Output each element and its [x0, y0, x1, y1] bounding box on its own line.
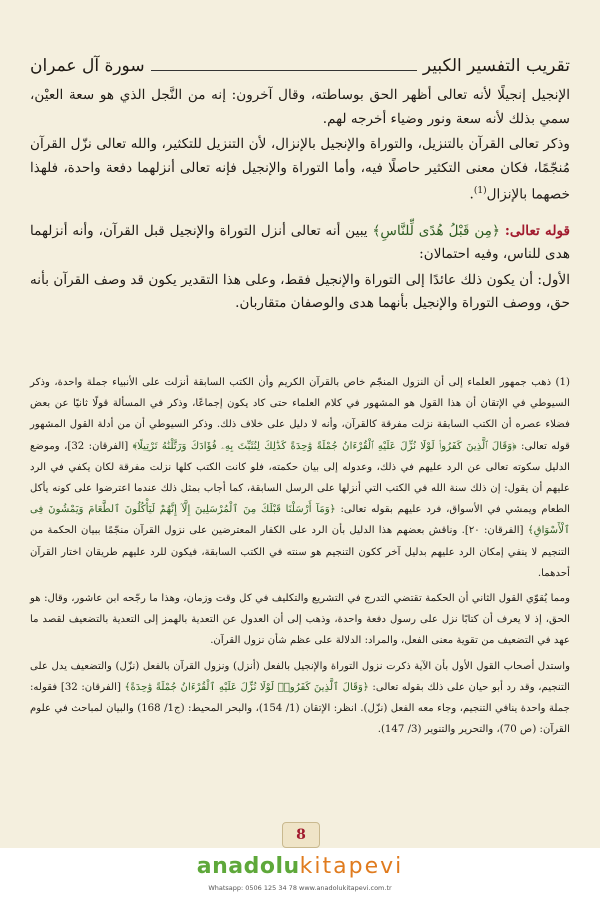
paragraph: الإنجيل إنجيلًا لأنه تعالى أظهر الحق بوساطته، وقال آخرون: إنه من النَّجل الذي هو سعة العيْن، سمي بذلك لأنه سعة ونور وضياء أخرجه لهم. [30, 87, 570, 127]
publisher-watermark [0, 848, 600, 900]
footnotes [30, 372, 570, 740]
footnote-ref: (1) [473, 186, 487, 197]
main-text [30, 84, 570, 318]
paragraph: وذكر تعالى القرآن بالتنزيل، والتوراة والإنجيل بالإنزال، لأن التنزيل للتكثير، والله تعالى نزّل القرآن مُنجّمًا، فكان معنى التكثير حاصلًا فيه، وأما التوراة والإنجيل فإنه تعالى أنزلهما دفعة واحدة، فلهذا خصهما بالإنزال$^{(1)}$. [30, 136, 570, 203]
quran-verse: ﴿مِن قَبْلُ هُدًى لِّلنَّاسِ﴾ [372, 222, 500, 239]
publisher-contact: Whatsapp: 0506 125 34 78 www.anadolukitapevi.com.tr [208, 884, 392, 892]
page-number: 8 [282, 822, 320, 848]
quran-verse: ﴿وَقَالَ ٱلَّذِينَ كَفَرُوا۟ لَوْلَا نُزِّلَ عَلَيْهِ ٱلْقُرْءَانُ جُمْلَةً وَٰحِدَةً﴾ [124, 681, 369, 693]
paragraph: الأول: أن يكون ذلك عائدًا إلى التوراة والإنجيل فقط، وعلى هذا التقدير يكون قد وصف القرآن بأنه حق، ووصف التوراة والإنجيل بأنهما هدى والوصفان متقاربان. [30, 271, 570, 312]
footnote: (1) ذهب جمهور العلماء إلى أن النزول المنجّم خاص بالقرآن الكريم وأن الكتب السابقة أنزلت على الأنبياء جملة واحدة، وذكر السيوطي في الإتقان أن هذا القول هو المشهور في كلام العلماء حتى كاد يكون إجماعًا، وذكر في المسألة قولًا ثانيًا عن بعض فضلاء عصره أن الكتب السابقة نزلت مفرقة كالقرآن، وأنه لا دليل على خلاف ذلك. وذكر السيوطي أن من أدلة القول المشهور قوله تعالى: ﴿وَقَالَ ٱلَّذِينَ كَفَرُوا۟ لَوْلَا نُزِّلَ عَلَيْهِ ٱلْقُرْءَانُ جُمْلَةً وَٰحِدَةً كَذَٰلِكَ لِنُثَبِّتَ بِهِۦ فُؤَادَكَ وَرَتَّلْنَٰهُ تَرْتِيلًا﴾ [الفرقان: 32]، وموضع الدليل سكوته تعالى عن الرد عليهم في ذلك، وعدوله إلى بيان حكمته، فلو كانت الكتب كلها نزلت مفرقة لكان يكفي في الرد عليهم أن يقول: إن ذلك سنة الله في الكتب التي أنزلها على الرسل السابقة، كما أجاب بمثل ذلك عندما اعترضوا على كونه يأكل الطعام ويمشي في الأسواق، فرد عليهم بقوله تعالى: ﴿وَمَآ أَرْسَلْنَا قَبْلَكَ مِنَ ٱلْمُرْسَلِينَ إِلَّآ إِنَّهُمْ لَيَأْكُلُونَ ٱلطَّعَامَ وَيَمْشُونَ فِى ٱلْأَسْوَاقِ﴾ [الفرقان: ٢٠]. وناقش بعضهم هذا الدليل بأن الرد على الكفار المعترضين على نزول القرآن منجّمًا ببيان الحكمة من التنجيم لا ينفي إمكان الرد عليهم بدليل آخر ككون التنجيم هو سنته في الكتب السابقة، فيكون للرد عليهم طريقان اختار القرآن أحدهما. [30, 377, 571, 579]
keyword-label: قوله تعالى: [504, 222, 571, 239]
footnote: واستدل أصحاب القول الأول بأن الآية ذكرت نزول التوراة والإنجيل بالفعل (أنزل) ونزول القرآن بالفعل (نزّل) والتضعيف يدل على التنجيم، وقد رد أبو حيان على ذلك بقوله تعالى: ﴿وَقَالَ ٱلَّذِينَ كَفَرُوا۟ لَوْلَا نُزِّلَ عَلَيْهِ ٱلْقُرْءَانُ جُمْلَةً وَٰحِدَةً﴾ [الفرقان: 32] فقوله: جملة واحدة ينافي التنجيم، وجاء معه الفعل (نزّل). انظر: الإتقان (1/ 154)، والبحر المحيط: (ج1/ 168) والبيان لمباحث في علوم القرآن: (ص 70)، والتحرير والتنوير (3/ 147). [30, 660, 571, 736]
quran-verse: ﴿وَمَآ أَرْسَلْنَا قَبْلَكَ مِنَ ٱلْمُرْسَلِينَ إِلَّآ إِنَّهُمْ لَيَأْكُلُونَ ٱلطَّعَامَ وَيَمْشُونَ فِى ٱلْأَسْوَاقِ﴾ [30, 504, 571, 537]
header-rule [151, 70, 417, 71]
surah-title: سورة آل عمران [30, 56, 145, 76]
quran-verse: ﴿وَقَالَ ٱلَّذِينَ كَفَرُوا۟ لَوْلَا نُزِّلَ عَلَيْهِ ٱلْقُرْءَانُ جُمْلَةً وَٰحِدَةً كَذَٰلِكَ لِنُثَبِّتَ بِهِۦ فُؤَادَكَ وَرَتَّلْنَٰهُ تَرْتِيلًا﴾ [132, 440, 517, 452]
running-header [30, 50, 570, 76]
paragraph: قوله تعالى: ﴿مِن قَبْلُ هُدًى لِّلنَّاسِ﴾ يبين أنه تعالى أنزل التوراة والإنجيل قبل القرآن، وأنه أنزلهما هدى للناس، وفيه احتمالان: [30, 222, 571, 263]
publisher-logo: anadolukitapevi [196, 854, 404, 879]
book-title: تقريب التفسير الكبير [422, 56, 570, 76]
footnote: ومما يُقوّي القول الثاني أن الحكمة تقتضي التدرج في التشريع والتكليف في كل وقت وزمان، وهذا ما رجّحه ابن عاشور، وقال: هو الحق، إذ لا يعرف أن كتابًا نزل على رسول دفعة واحدة، وذهب إلى أن العدول عن التعدية بالهمز إلى التعدية بالتضعيف لقصد ما عهد في التضعيف من تقوية معنى الفعل، والمراد: الدلالة على عظم شأن نزول القرآن. [30, 593, 570, 647]
